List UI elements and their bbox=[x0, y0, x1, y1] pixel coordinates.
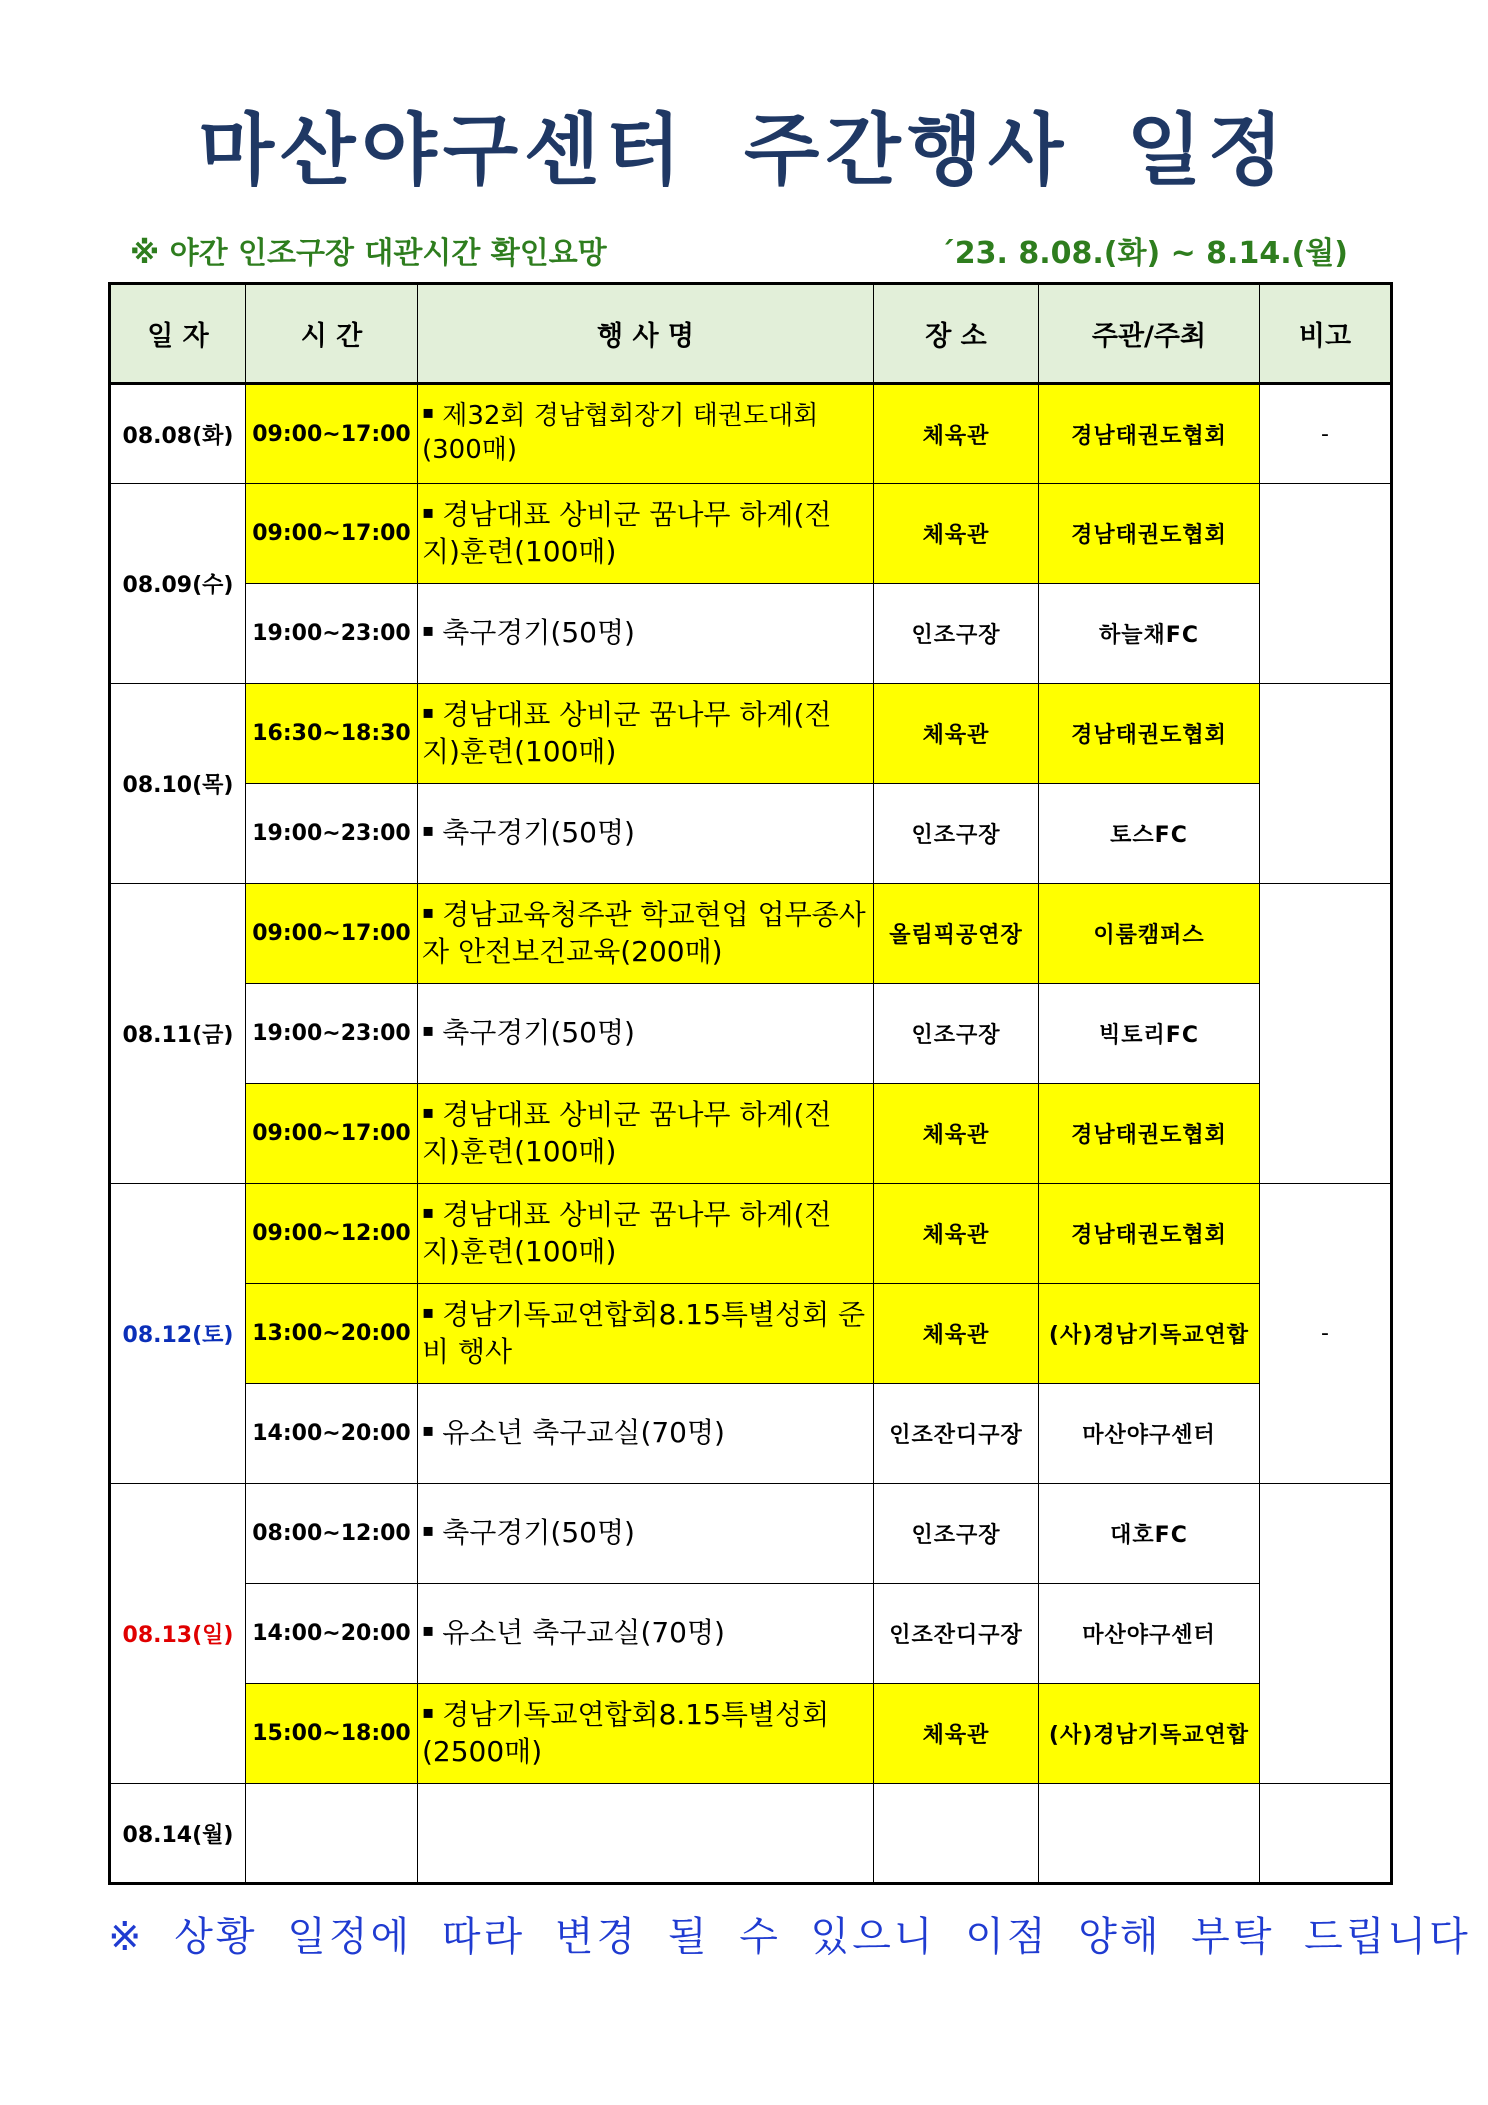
bullet-icon: ▪ bbox=[422, 1102, 435, 1124]
note-cell bbox=[1260, 1784, 1392, 1884]
event-text: 경남기독교연합회8.15특별성회 준비 행사 bbox=[422, 1298, 866, 1368]
organizer-cell: 경남태권도협회 bbox=[1039, 484, 1260, 584]
organizer-cell: 마산야구센터 bbox=[1039, 1584, 1260, 1684]
event-text: 경남교육청주관 학교현업 업무종사자 안전보건교육(200매) bbox=[422, 898, 866, 968]
event-cell bbox=[418, 1684, 874, 1784]
event-text: 제32회 경남협회장기 태권도대회(300매) bbox=[422, 401, 819, 465]
table-row bbox=[110, 1284, 1392, 1384]
time-cell: 14:00~20:00 bbox=[246, 1584, 418, 1684]
date-cell: 08.12(토) bbox=[110, 1184, 246, 1484]
table-row bbox=[110, 384, 1392, 484]
time-cell: 09:00~17:00 bbox=[246, 484, 418, 584]
page-title: 마산야구센터 주간행사 일정 bbox=[198, 106, 1290, 196]
bullet-icon: ▪ bbox=[422, 820, 435, 842]
place-cell: 인조구장 bbox=[874, 584, 1039, 684]
place-cell: 체육관 bbox=[874, 484, 1039, 584]
time-cell: 09:00~17:00 bbox=[246, 384, 418, 484]
place-cell: 체육관 bbox=[874, 384, 1039, 484]
event-text: 경남대표 상비군 꿈나무 하계(전지)훈련(100매) bbox=[422, 498, 832, 568]
organizer-cell: 토스FC bbox=[1039, 784, 1260, 884]
event-cell bbox=[418, 1084, 874, 1184]
place-cell: 인조구장 bbox=[874, 984, 1039, 1084]
table-row bbox=[110, 1084, 1392, 1184]
bullet-icon: ▪ bbox=[422, 402, 435, 424]
organizer-cell bbox=[1039, 1784, 1260, 1884]
table-row bbox=[110, 684, 1392, 784]
bullet-icon: ▪ bbox=[422, 502, 435, 524]
table-row bbox=[110, 1484, 1392, 1584]
time-cell: 14:00~20:00 bbox=[246, 1384, 418, 1484]
date-cell: 08.08(화) bbox=[110, 384, 246, 484]
organizer-cell: 대호FC bbox=[1039, 1484, 1260, 1584]
note-cell bbox=[1260, 1484, 1392, 1784]
organizer-cell: (사)경남기독교연합 bbox=[1039, 1284, 1260, 1384]
organizer-cell: 빅토리FC bbox=[1039, 984, 1260, 1084]
bullet-icon: ▪ bbox=[422, 1020, 435, 1042]
event-cell bbox=[418, 684, 874, 784]
table-row bbox=[110, 1584, 1392, 1684]
note-cell: - bbox=[1260, 384, 1392, 484]
table-row bbox=[110, 1784, 1392, 1884]
event-cell bbox=[418, 1784, 874, 1884]
event-cell bbox=[418, 784, 874, 884]
organizer-cell: 마산야구센터 bbox=[1039, 1384, 1260, 1484]
table-row bbox=[110, 784, 1392, 884]
event-text: 경남대표 상비군 꿈나무 하계(전지)훈련(100매) bbox=[422, 698, 832, 768]
event-cell bbox=[418, 384, 874, 484]
table-row bbox=[110, 484, 1392, 584]
bullet-icon: ▪ bbox=[422, 902, 435, 924]
date-cell: 08.10(목) bbox=[110, 684, 246, 884]
organizer-cell: (사)경남기독교연합 bbox=[1039, 1684, 1260, 1784]
event-cell bbox=[418, 1584, 874, 1684]
time-cell: 15:00~18:00 bbox=[246, 1684, 418, 1784]
event-text: 축구경기(50명) bbox=[442, 616, 635, 650]
header-time: 시 간 bbox=[246, 284, 418, 384]
place-cell: 체육관 bbox=[874, 1184, 1039, 1284]
place-cell bbox=[874, 1784, 1039, 1884]
date-cell: 08.11(금) bbox=[110, 884, 246, 1184]
date-cell: 08.13(일) bbox=[110, 1484, 246, 1784]
note-cell bbox=[1260, 684, 1392, 884]
header-row bbox=[110, 284, 1392, 384]
header-place: 장 소 bbox=[874, 284, 1039, 384]
bullet-icon: ▪ bbox=[422, 1302, 435, 1324]
organizer-cell: 경남태권도협회 bbox=[1039, 684, 1260, 784]
time-cell: 16:30~18:30 bbox=[246, 684, 418, 784]
event-text: 경남기독교연합회8.15특별성회(2500매) bbox=[422, 1698, 830, 1768]
event-cell bbox=[418, 1384, 874, 1484]
organizer-cell: 경남태권도협회 bbox=[1039, 384, 1260, 484]
place-cell: 인조구장 bbox=[874, 1484, 1039, 1584]
header-note: 비고 bbox=[1260, 284, 1392, 384]
bullet-icon: ▪ bbox=[422, 1702, 435, 1724]
date-cell: 08.09(수) bbox=[110, 484, 246, 684]
event-text: 경남대표 상비군 꿈나무 하계(전지)훈련(100매) bbox=[422, 1198, 832, 1268]
event-text: 축구경기(50명) bbox=[442, 816, 635, 850]
event-cell bbox=[418, 1184, 874, 1284]
footer-notice: ※ 상황 일정에 따라 변경 될 수 있으니 이점 양해 부탁 드립니다 bbox=[108, 1914, 1471, 1960]
date-cell: 08.14(월) bbox=[110, 1784, 246, 1884]
event-text: 경남대표 상비군 꿈나무 하계(전지)훈련(100매) bbox=[422, 1098, 832, 1168]
event-text: 유소년 축구교실(70명) bbox=[442, 1416, 725, 1450]
time-cell: 19:00~23:00 bbox=[246, 784, 418, 884]
bullet-icon: ▪ bbox=[422, 620, 435, 642]
table-row bbox=[110, 884, 1392, 984]
place-cell: 인조잔디구장 bbox=[874, 1384, 1039, 1484]
bullet-icon: ▪ bbox=[422, 1520, 435, 1542]
time-cell bbox=[246, 1784, 418, 1884]
period-text: ´23. 8.08.(화) ~ 8.14.(월) bbox=[939, 236, 1348, 271]
bullet-icon: ▪ bbox=[422, 1202, 435, 1224]
table-row bbox=[110, 984, 1392, 1084]
place-cell: 인조구장 bbox=[874, 784, 1039, 884]
event-cell bbox=[418, 984, 874, 1084]
event-text: 유소년 축구교실(70명) bbox=[442, 1616, 725, 1650]
bullet-icon: ▪ bbox=[422, 1420, 435, 1442]
table-row bbox=[110, 584, 1392, 684]
bullet-icon: ▪ bbox=[422, 702, 435, 724]
header-organizer: 주관/주최 bbox=[1039, 284, 1260, 384]
table-row bbox=[110, 1184, 1392, 1284]
event-cell bbox=[418, 1284, 874, 1384]
organizer-cell: 이룸캠퍼스 bbox=[1039, 884, 1260, 984]
place-cell: 체육관 bbox=[874, 1284, 1039, 1384]
event-text: 축구경기(50명) bbox=[442, 1016, 635, 1050]
event-cell bbox=[418, 1484, 874, 1584]
time-cell: 08:00~12:00 bbox=[246, 1484, 418, 1584]
time-cell: 09:00~17:00 bbox=[246, 884, 418, 984]
place-cell: 올림픽공연장 bbox=[874, 884, 1039, 984]
header-date: 일 자 bbox=[110, 284, 246, 384]
place-cell: 체육관 bbox=[874, 1084, 1039, 1184]
event-cell bbox=[418, 484, 874, 584]
place-cell: 체육관 bbox=[874, 1684, 1039, 1784]
event-text: 축구경기(50명) bbox=[442, 1516, 635, 1550]
organizer-cell: 경남태권도협회 bbox=[1039, 1084, 1260, 1184]
organizer-cell: 경남태권도협회 bbox=[1039, 1184, 1260, 1284]
event-cell bbox=[418, 884, 874, 984]
schedule-table bbox=[108, 282, 1393, 1885]
time-cell: 09:00~17:00 bbox=[246, 1084, 418, 1184]
time-cell: 19:00~23:00 bbox=[246, 584, 418, 684]
time-cell: 19:00~23:00 bbox=[246, 984, 418, 1084]
note-cell bbox=[1260, 484, 1392, 684]
header-event: 행 사 명 bbox=[418, 284, 874, 384]
bullet-icon: ▪ bbox=[422, 1620, 435, 1642]
table-row bbox=[110, 1384, 1392, 1484]
table-row bbox=[110, 1684, 1392, 1784]
time-cell: 13:00~20:00 bbox=[246, 1284, 418, 1384]
place-cell: 체육관 bbox=[874, 684, 1039, 784]
event-cell bbox=[418, 584, 874, 684]
place-cell: 인조잔디구장 bbox=[874, 1584, 1039, 1684]
time-cell: 09:00~12:00 bbox=[246, 1184, 418, 1284]
note-cell bbox=[1260, 884, 1392, 1184]
note-cell: - bbox=[1260, 1184, 1392, 1484]
organizer-cell: 하늘채FC bbox=[1039, 584, 1260, 684]
notice-text: ※ 야간 인조구장 대관시간 확인요망 bbox=[130, 236, 607, 271]
